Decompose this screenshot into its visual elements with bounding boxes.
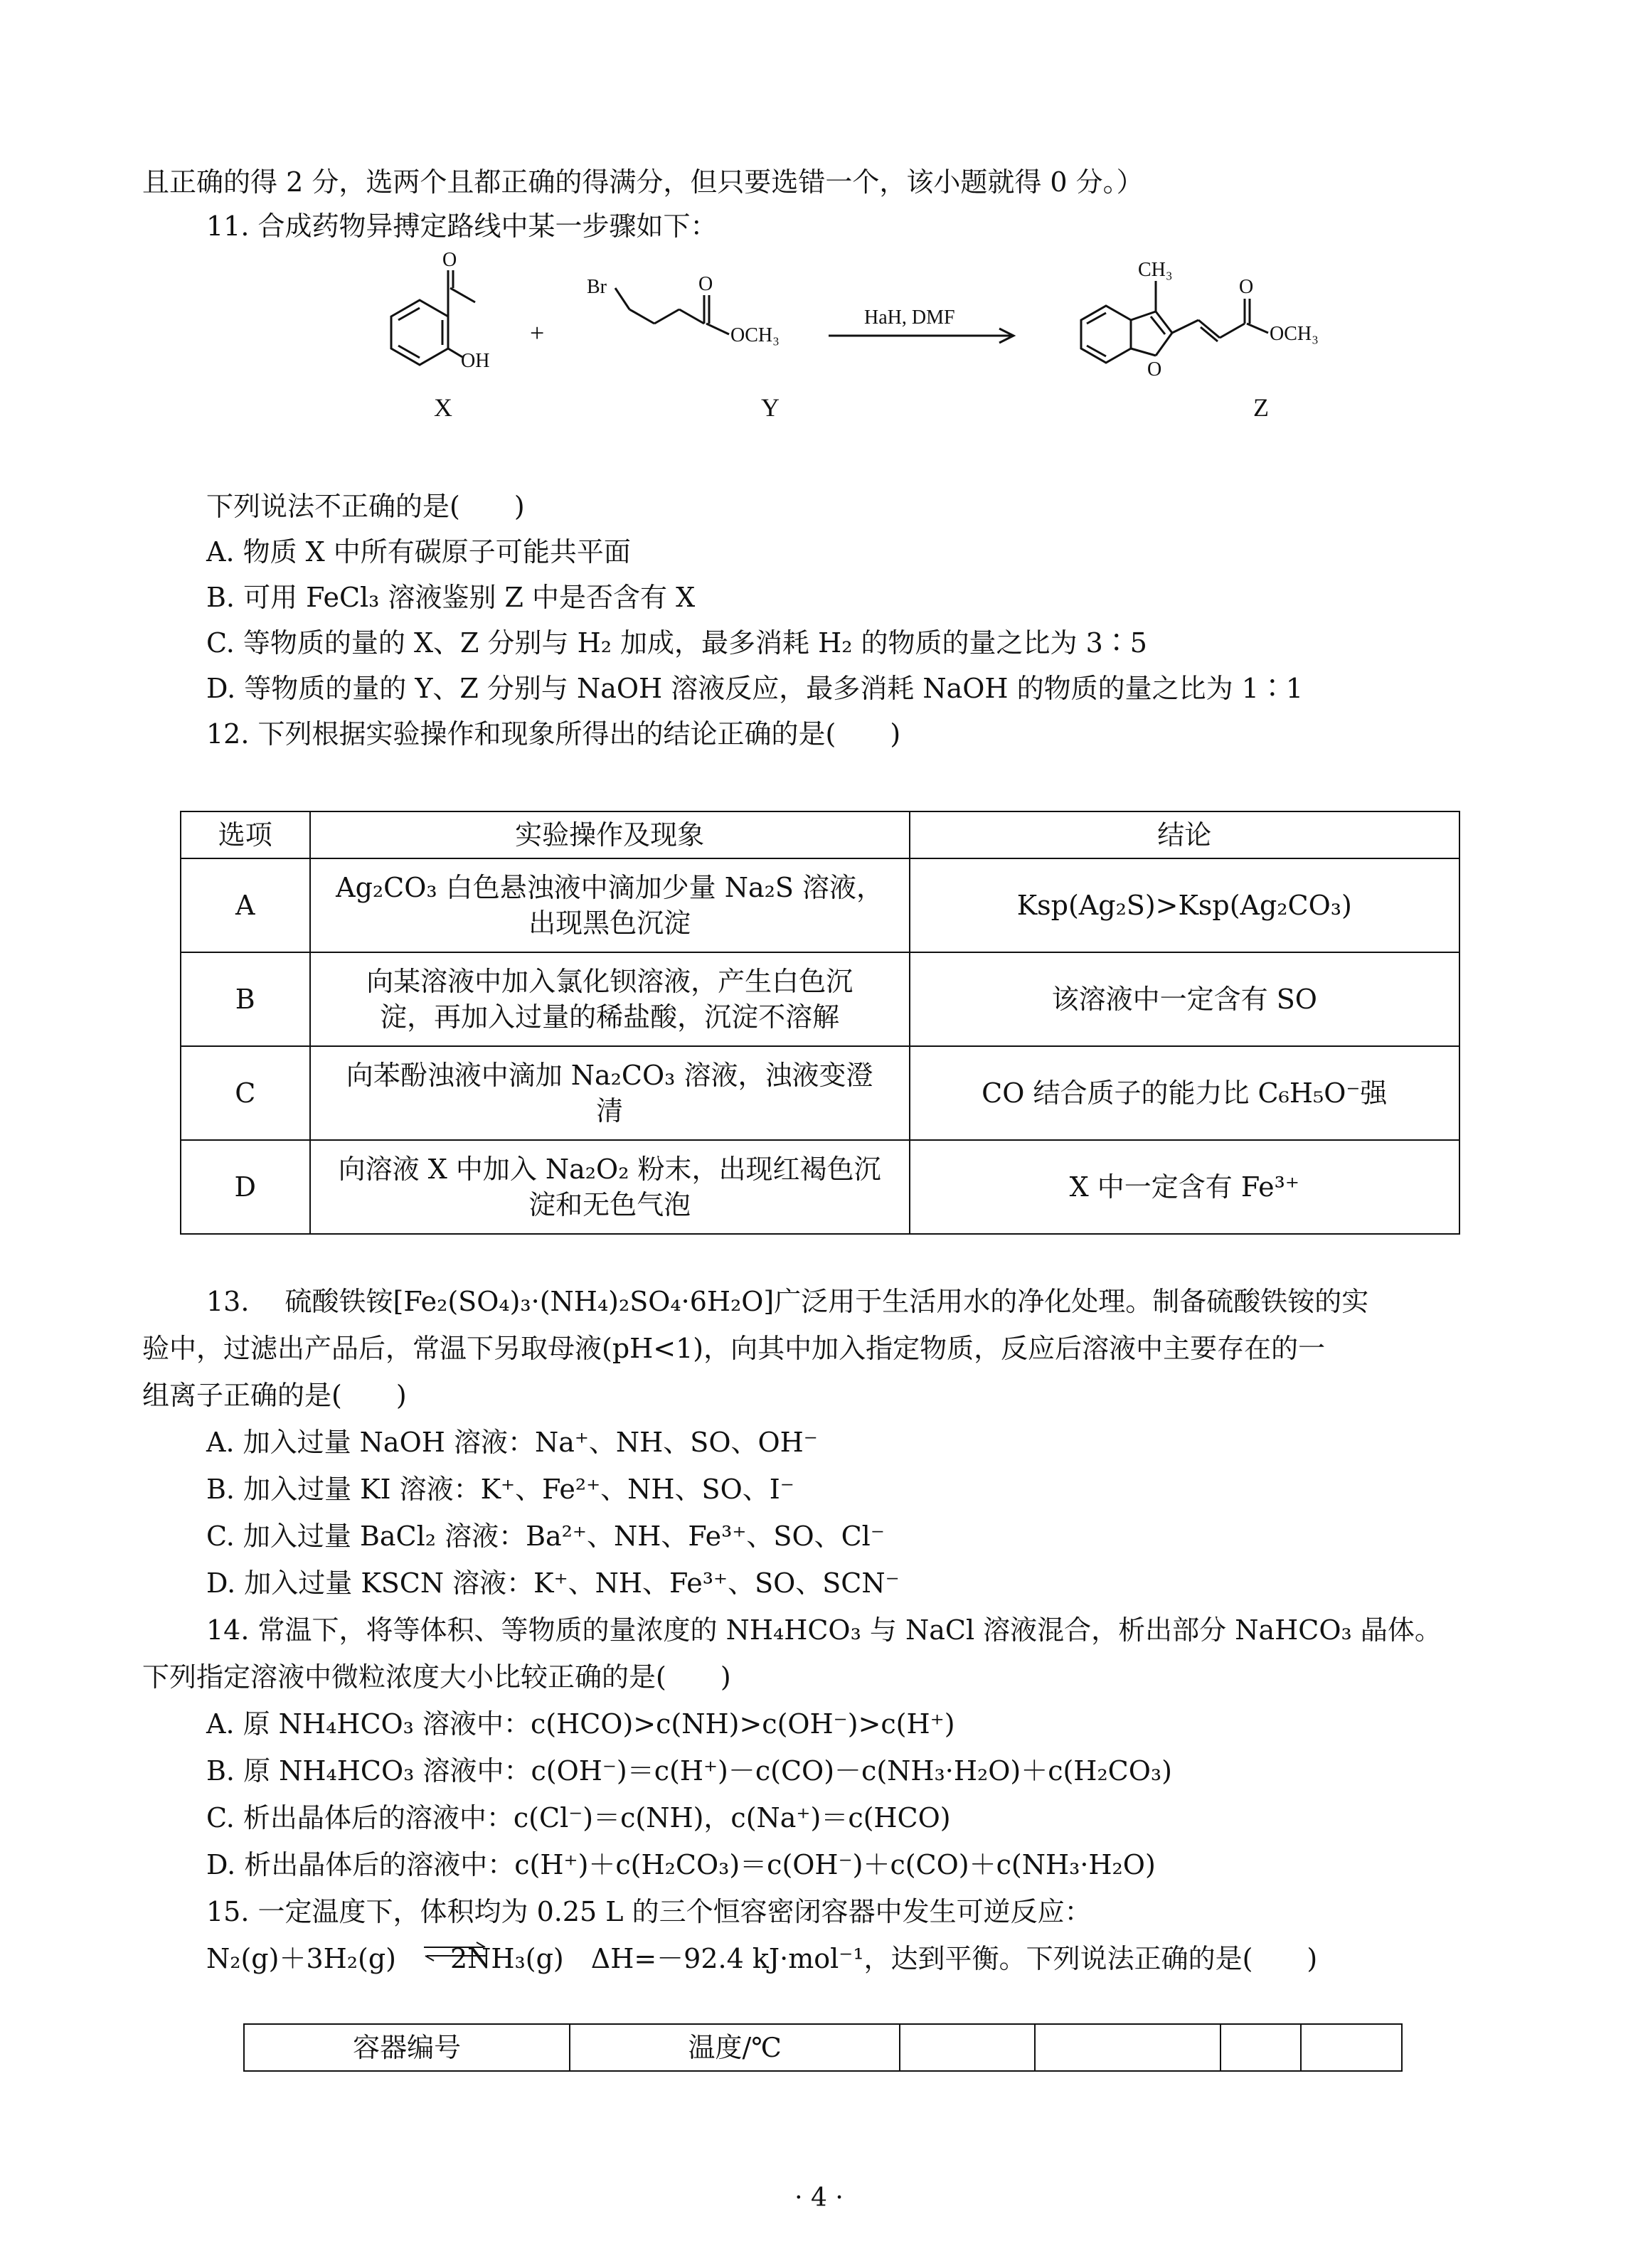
operation-line: 淀和无色气泡 [528, 1189, 691, 1220]
table-row [181, 858, 1459, 952]
q11-stem: 11. 合成药物异搏定路线中某一步骤如下： [206, 211, 718, 242]
q14-stem-line-1: 14. 常温下，将等体积、等物质的量浓度的 NH₄HCO₃ 与 NaCl 溶液混合，析出部分 NaHCO₃ 晶体。 [206, 1614, 1442, 1646]
q11-option-d: D. 等物质的量的 Y、Z 分别与 NaOH 溶液反应，最多消耗 NaOH 的物质的量之比为 1∶1 [206, 673, 1304, 704]
table-cell-option: B [181, 952, 310, 1046]
y-atom-o: O [698, 273, 713, 295]
label-z: Z [1253, 393, 1269, 422]
q13-stem-line-1: 13. 硫酸铁铵[Fe₂(SO₄)₃·(NH₄)₂SO₄·6H₂O]广泛用于生活用水的净化处理。制备硫酸铁铵的实 [206, 1286, 1369, 1317]
q11-question: 下列说法不正确的是( ) [206, 491, 525, 522]
operation-line: 向溶液 X 中加入 Na₂O₂ 粉末，出现红褐色沉 [338, 1154, 881, 1185]
intro-tail: 且正确的得 2 分，选两个且都正确的得满分，但只要选错一个，该小题就得 0 分。） [142, 166, 1144, 198]
table-cell-operation [310, 858, 910, 952]
table-cell-operation [310, 952, 910, 1046]
page-number: · 4 · [794, 2183, 844, 2213]
table-cell-operation [310, 1140, 910, 1234]
z-atom-o-ring: O [1147, 358, 1162, 380]
reaction-scheme [356, 249, 1351, 462]
table-header-cell: 容器编号 [244, 2024, 570, 2071]
q12-stem: 12. 下列根据实验操作和现象所得出的结论正确的是( ) [206, 718, 901, 750]
q13-option-a: A. 加入过量 NaOH 溶液：Na⁺、NH、SO、OH⁻ [206, 1427, 818, 1458]
q11-option-b: B. 可用 FeCl₃ 溶液鉴别 Z 中是否含有 X [206, 582, 696, 613]
q13-option-c: C. 加入过量 BaCl₂ 溶液：Ba²⁺、NH、Fe³⁺、SO、Cl⁻ [206, 1521, 885, 1552]
table-header-row [181, 811, 1459, 858]
q11-option-a: A. 物质 X 中所有碳原子可能共平面 [206, 536, 631, 568]
operation-line: 出现黑色沉淀 [528, 907, 691, 939]
operation-line: Ag₂CO₃ 白色悬浊液中滴加少量 Na₂S 溶液， [336, 872, 883, 903]
reversible-arrow-icon [420, 1937, 491, 1966]
table-header-cell: 结论 [910, 811, 1459, 858]
z-group-och3: OCH₃ [1270, 323, 1319, 345]
table-row [181, 1140, 1459, 1234]
table-cell-conclusion: Ksp(Ag₂S)>Ksp(Ag₂CO₃) [910, 858, 1459, 952]
table-cell-option: C [181, 1046, 310, 1140]
y-atom-br: Br [587, 276, 607, 298]
operation-line: 淀，再加入过量的稀盐酸，沉淀不溶解 [380, 1001, 840, 1033]
y-group-och3: OCH₃ [730, 324, 780, 346]
x-atom-o: O [442, 249, 457, 271]
q13-stem-line-2: 验中，过滤出产品后，常温下另取母液(pH<1)，向其中加入指定物质，反应后溶液中主要存在的一 [142, 1333, 1326, 1364]
q11-option-c: C. 等物质的量的 X、Z 分别与 H₂ 加成，最多消耗 H₂ 的物质的量之比为 3∶5 [206, 627, 1147, 659]
z-atom-o: O [1239, 276, 1254, 298]
reagent-label: HaH, DMF [864, 307, 955, 329]
table-header-row [244, 2024, 1402, 2071]
table-cell-option: A [181, 858, 310, 952]
q15-equation: N₂(g)＋3H₂(g) 2NH₃(g) ΔH=－92.4 kJ·mol⁻¹，达到平衡。下列说法正确的是( ) [206, 1943, 1318, 1974]
q15-table [243, 2023, 1403, 2072]
reaction-arrow [829, 329, 1014, 343]
table-header-cell [900, 2024, 1035, 2071]
q14-stem-line-2: 下列指定溶液中微粒浓度大小比较正确的是( ) [142, 1661, 731, 1693]
operation-line: 向苯酚浊液中滴加 Na₂CO₃ 溶液，浊液变澄 [346, 1060, 873, 1091]
table-header-cell [1220, 2024, 1301, 2071]
operation-line: 向某溶液中加入氯化钡溶液，产生白色沉 [366, 966, 853, 997]
q14-option-c: C. 析出晶体后的溶液中：c(Cl⁻)＝c(NH)，c(Na⁺)＝c(HCO) [206, 1802, 951, 1833]
q14-option-d: D. 析出晶体后的溶液中：c(H⁺)＋c(H₂CO₃)＝c(OH⁻)＋c(CO)＋c(NH₃·H₂O) [206, 1849, 1156, 1880]
table-row [181, 952, 1459, 1046]
label-y: Y [761, 393, 780, 422]
table-header-cell [1035, 2024, 1220, 2071]
q13-option-d: D. 加入过量 KSCN 溶液：K⁺、NH、Fe³⁺、SO、SCN⁻ [206, 1567, 900, 1599]
table-cell-operation [310, 1046, 910, 1140]
operation-line: 清 [596, 1095, 624, 1127]
plus-sign: + [530, 319, 545, 347]
table-cell-option: D [181, 1140, 310, 1234]
reaction-scheme-drawing [356, 249, 1351, 462]
table-header-cell: 选项 [181, 811, 310, 858]
table-header-cell: 实验操作及现象 [310, 811, 910, 858]
q12-table [180, 811, 1460, 1235]
q14-option-a: A. 原 NH₄HCO₃ 溶液中：c(HCO)>c(NH)>c(OH⁻)>c(H⁺) [206, 1708, 955, 1740]
table-cell-conclusion: CO 结合质子的能力比 C₆H₅O⁻强 [910, 1046, 1459, 1140]
table-cell-conclusion: X 中一定含有 Fe³⁺ [910, 1140, 1459, 1234]
q13-option-b: B. 加入过量 KI 溶液：K⁺、Fe²⁺、NH、SO、I⁻ [206, 1474, 794, 1505]
x-atom-oh: OH [461, 350, 490, 372]
table-header-cell [1301, 2024, 1402, 2071]
table-cell-conclusion: 该溶液中一定含有 SO [910, 952, 1459, 1046]
q14-option-b: B. 原 NH₄HCO₃ 溶液中：c(OH⁻)＝c(H⁺)－c(CO)－c(NH₃·H₂O)＋c(H₂CO₃) [206, 1755, 1172, 1787]
q15-stem: 15. 一定温度下，体积均为 0.25 L 的三个恒容密闭容器中发生可逆反应： [206, 1896, 1092, 1927]
table-header-cell: 温度/℃ [570, 2024, 900, 2071]
z-methyl: CH₃ [1138, 259, 1173, 281]
label-x: X [434, 393, 452, 422]
table-row [181, 1046, 1459, 1140]
q13-stem-line-3: 组离子正确的是( ) [142, 1380, 407, 1411]
